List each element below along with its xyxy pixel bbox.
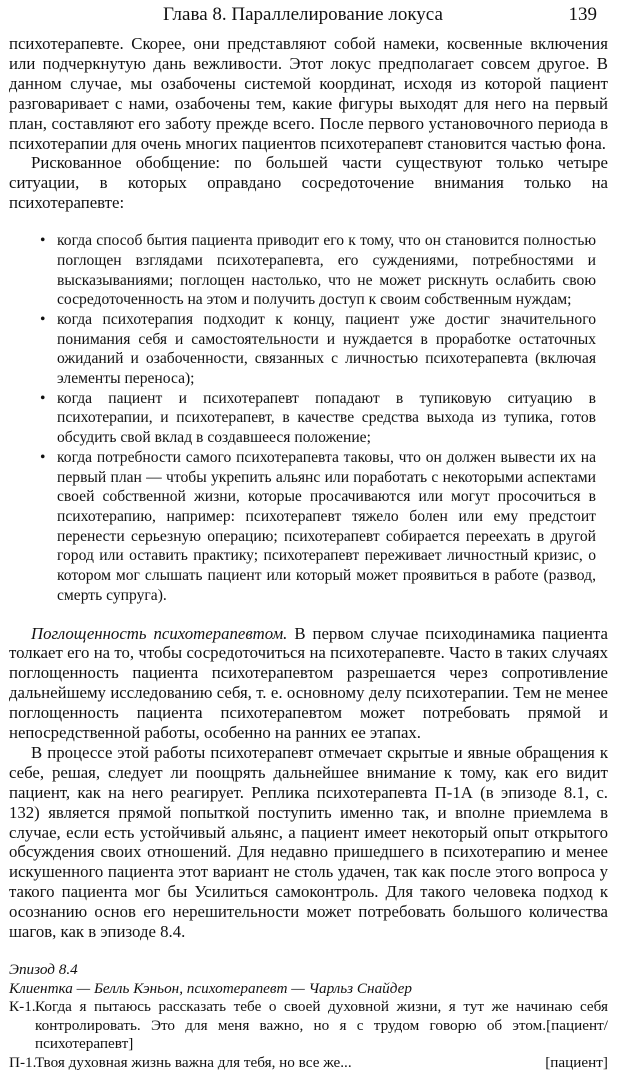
running-header [0, 4, 620, 34]
paragraph-process: В процессе этой работы психотерапевт отмечает скрытые и явные обращения к себе, решая, следует ли поощрять дальнейшее внимание к тому, как его видит пациент, как на него реагирует. Реплика психотерапевта П-1А (в эпизоде 8.1, с. 132) является прямой попыткой поступить именно так, и вполне приемлема в случае, если есть устойчивый альянс, а пациент имеет некоторый опыт открытого обсуждения своих отношений. Для недавно пришедшего в психотерапию и менее искушенного пациента этот вариант не столь удачен, так как после этого вопроса у такого пациента мог бы Усилиться самоконтроль. Для такого человека подход к осознанию основ его нерешительности может потребовать большого количества шагов, как в эпизоде 8.4. [9, 742, 608, 942]
paragraph-continuation: психотерапевте. Скорее, они представляют собой намеки, косвенные включения или подчеркнутую дань вежливости. Этот локус предполагает совсем другое. В данном случае, мы озабочены системой координат, исходя из которой пациент разговаривает с нами, озабочены тем, какие фигуры выходят для него на первый план, составляют его заботу прежде всего. После первого установочного периода в психотерапии для очень многих пациентов психотерапевт становится частью фона. [9, 34, 608, 153]
page-number: 139 [568, 4, 597, 25]
episode-participants: Клиентка — Белль Кэньон, психотерапевт — Чарльз Снайдер [9, 979, 412, 997]
annotation-tag: [пациент/психотерапевт] [35, 1016, 608, 1053]
annotation-tag: [пациент] [545, 1053, 608, 1071]
episode-block [9, 961, 608, 1073]
dialogue-line [9, 998, 608, 1054]
list-item: • когда способ бытия пациента приводит его к тому, что он становится полностью поглощен взглядами психотерапевта, его суждениями, потребностями и высказываниями; поглощен настолько, что не может рискнуть ослабить свою сосредоточенность на этом и получить доступ к своим собственным нуждам; [9, 231, 608, 310]
list-item: • когда психотерапия подходит к концу, пациент уже достиг значительного понимания себя и самостоятельности и нуждается в проработке остаточных ожиданий и озабоченности, связанных с личностью психотерапевта (включая элементы переноса); [9, 310, 608, 389]
speaker-label: П-1. [9, 1053, 37, 1071]
dialogue-text: Твоя духовная жизнь важна для тебя, но все же... [35, 1053, 352, 1071]
page-body [9, 34, 608, 1073]
episode-title: Эпизод 8.4 [9, 961, 78, 979]
dialogue-text: Когда я пытаюсь рассказать тебе о своей духовной жизни, я тут же начинаю себя контролировать. Это для меня важно, но я с трудом говорю об этом. [35, 998, 608, 1034]
run-in-heading: Поглощенность психотерапевтом. [31, 623, 288, 643]
speaker-label: К-1. [9, 998, 36, 1016]
chapter-title: Глава 8. Параллелирование локуса [163, 4, 443, 25]
paragraph-absorption [9, 624, 608, 743]
situations-list [9, 231, 608, 605]
dialogue-line [9, 1054, 608, 1073]
paragraph-generalization: Рискованное обобщение: по большей части существуют только четыре ситуации, в которых оправдано сосредоточение внимания только на психотерапевте: [9, 153, 608, 213]
list-item: • когда пациент и психотерапевт попадают в тупиковую ситуацию в психотерапии, и психотерапевт, в качестве средства выхода из тупика, готов обсудить свой вклад в создавшееся положение; [9, 389, 608, 448]
list-item: • когда потребности самого психотерапевта таковы, что он должен вывести их на первый план — чтобы укрепить альянс или поработать с некоторыми аспектами своей собственной жизни, которые просачиваются или могут просочиться в психотерапию, например: психотерапевт тяжело болен или ему предстоит перенести серьезную операцию; психотерапевт собирается переехать в другой город или оставить практику; психотерапевт переживает личностный кризис, о котором мог слышать пациент или который может проявиться в работе (развод, смерть супруга). [9, 448, 608, 606]
paragraph-text: В первом случае психодинамика пациента толкает его на то, чтобы сосредоточиться на психотерапевте. Часто в таких случаях поглощенность пациента психотерапевтом разрешается через сопротивление дальнейшему исследованию себя, т. е. основному делу психотерапии. Тем не менее поглощенность пациента психотерапевтом может потребовать прямой и непосредственной работы, особенно на ранних ее этапах. [9, 623, 608, 743]
